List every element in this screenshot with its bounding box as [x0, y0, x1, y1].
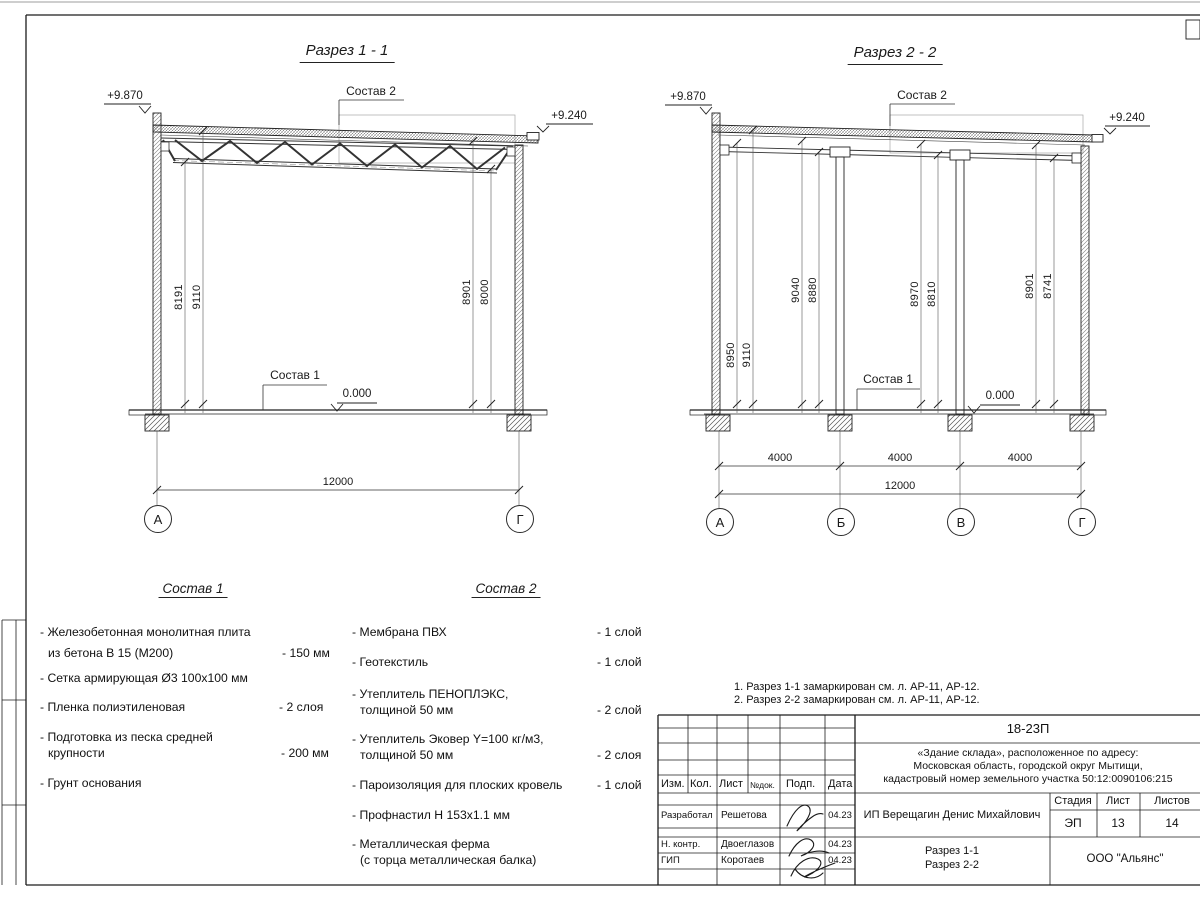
tb-role: Н. контр. [661, 839, 701, 850]
list-item: - Сетка армирующая Ø3 100х100 мм [40, 671, 248, 685]
section-1-1-title: Разрез 1 - 1 [300, 43, 395, 63]
axis-bubble [947, 508, 975, 536]
list-item: - Утеплитель Эковер Y=100 кг/м3, [352, 732, 544, 746]
bay-dim-label: 4000 [1007, 452, 1033, 464]
sostav1-heading: Состав 1 [159, 581, 228, 598]
list-item: - Мембрана ПВХ [352, 625, 447, 639]
axis-letter: А [153, 511, 163, 527]
vdim-label: 8901 [1023, 273, 1036, 299]
axis-bubble [827, 508, 855, 536]
elevation-label: +9.240 [1109, 112, 1145, 124]
tb-sheets-value: 14 [1165, 816, 1179, 830]
list-item: - Пароизоляция для плоских кровель [352, 778, 563, 792]
tb-project-line: Московская область, городской округ Мытищи, [913, 760, 1143, 772]
tb-col-list: Лист [719, 778, 743, 790]
tb-col-podp: Подп. [786, 778, 816, 790]
tb-project-line: кадастровый номер земельного участка 50:12:0090106:215 [883, 773, 1173, 785]
list-item: - Пленка полиэтиленовая [40, 700, 186, 714]
tb-stage-label: Стадия [1054, 795, 1092, 807]
tb-name: Коротаев [721, 855, 765, 866]
tb-stage-value: ЭП [1064, 816, 1082, 830]
axis-bubble [506, 505, 534, 533]
tb-sheet-value: 13 [1111, 816, 1125, 830]
axis-bubble [1068, 508, 1096, 536]
vdim-label: 8000 [478, 279, 491, 305]
tb-date: 04.23 [828, 839, 852, 850]
floor-and-foundation-2 [690, 410, 1106, 431]
tb-organization: ООО "Альянс" [1086, 853, 1164, 865]
wall-left [153, 113, 161, 414]
list-item: - Грунт основания [40, 776, 142, 790]
list-item-value: - 2 слой [597, 703, 642, 717]
sostav1-callout: Состав 1 [270, 368, 320, 382]
list-item: из бетона В 15 (М200) [48, 646, 174, 660]
list-item-value: - 1 слой [597, 778, 642, 792]
roof-slab-2 [712, 125, 1093, 142]
note-line: 1. Разрез 1-1 замаркирован см. л. АР-11, АР-12. [734, 681, 980, 693]
section-2-2-title: Разрез 2 - 2 [848, 45, 943, 65]
vdim-label: 8191 [172, 284, 185, 310]
tb-name: Двоеглазов [721, 839, 775, 850]
wall-right [515, 145, 523, 414]
section-2-2-linework [665, 104, 1150, 508]
vdim-label: 9040 [789, 277, 802, 303]
sostav1-leader-2 [857, 389, 920, 410]
sostav2-heading: Состав 2 [472, 581, 541, 598]
vertical-dim-lines-2 [737, 130, 1054, 413]
bay-dim-label: 4000 [887, 452, 913, 464]
wall-left-2 [712, 113, 720, 414]
roof-end-cap [527, 133, 539, 141]
list-item: крупности [48, 746, 105, 760]
axis-letter: А [715, 514, 725, 530]
zero-level-label: 0.000 [985, 390, 1015, 402]
tb-date: 04.23 [828, 855, 852, 866]
roof-end-cap-2 [1092, 135, 1103, 143]
total-dim-label: 12000 [884, 480, 916, 492]
list-item-value: - 150 мм [282, 646, 330, 660]
tb-client: ИП Верещагин Денис Михайлович [863, 809, 1041, 821]
vdim-label: 8741 [1041, 273, 1054, 299]
list-item-value: - 1 слой [597, 625, 642, 639]
tb-date: 04.23 [828, 810, 852, 821]
elevation-marks-2 [665, 105, 1150, 413]
vdim-label: 8810 [925, 281, 938, 307]
tb-drawing-title: Разрез 1-1 [924, 845, 980, 857]
bay-dim-label: 4000 [767, 452, 793, 464]
bottom-dimension [153, 431, 523, 505]
axis-letter: Г [1078, 514, 1086, 530]
sostav2-callout: Состав 2 [897, 88, 947, 102]
vdim-label: 8970 [908, 281, 921, 307]
vdim-label: 8950 [724, 342, 737, 368]
signature-nkontr [789, 839, 829, 856]
axis-letter: Б [836, 514, 846, 530]
elevation-label: +9.870 [670, 91, 706, 103]
list-item-value: - 1 слой [597, 655, 642, 669]
list-item: - Геотекстиль [352, 655, 429, 669]
tb-drawing-title: Разрез 2-2 [924, 859, 980, 871]
elevation-label: +9.870 [107, 90, 143, 102]
zero-level-label: 0.000 [342, 388, 372, 400]
tb-col-kol: Кол. [690, 778, 712, 790]
list-item: (с торца металлическая балка) [360, 853, 537, 867]
list-item: толщиной 50 мм [360, 748, 454, 762]
bottom-dimensions-2 [715, 431, 1085, 508]
tb-role: Разработал [661, 810, 713, 821]
sostav2-leader [339, 100, 404, 125]
list-item: толщиной 50 мм [360, 703, 454, 717]
list-item-value: - 2 слоя [597, 748, 642, 762]
vdim-label: 9110 [190, 284, 203, 310]
elevation-label: +9.240 [551, 110, 587, 122]
total-dim-label: 12000 [322, 476, 354, 488]
tb-name: Решетова [721, 810, 767, 821]
list-item: - Профнастил Н 153х1.1 мм [352, 808, 510, 822]
axis-letter: В [956, 514, 966, 530]
roof-beams [720, 147, 1081, 161]
list-item-value: - 2 слоя [279, 700, 324, 714]
frame-side-table [2, 620, 26, 885]
sostav1-leader [263, 385, 327, 410]
axis-letter: Г [516, 511, 524, 527]
vdim-label: 8901 [460, 279, 473, 305]
tb-col-izm: Изм. [661, 778, 685, 790]
signature-razrabotal [787, 805, 823, 831]
list-item: - Металлическая ферма [352, 837, 490, 851]
tb-col-data: Дата [828, 778, 853, 790]
tb-project-line: «Здание склада», расположенное по адресу: [917, 747, 1139, 759]
note-line: 2. Разрез 2-2 замаркирован см. л. АР-11, АР-12. [734, 694, 980, 706]
vdim-label: 8880 [806, 277, 819, 303]
sostav2-callout: Состав 2 [346, 84, 396, 98]
list-item: - Железобетонная монолитная плита [40, 625, 251, 639]
tb-role: ГИП [661, 855, 680, 866]
list-item: - Подготовка из песка средней [40, 730, 213, 744]
axis-bubble [144, 505, 172, 533]
tb-sheet-label: Лист [1106, 795, 1130, 807]
list-item-value: - 200 мм [281, 746, 329, 760]
dim-ticks-2 [733, 126, 1058, 408]
tb-col-ndoc: №док. [750, 780, 775, 790]
floor-and-foundation [129, 410, 547, 431]
tb-sheets-label: Листов [1154, 795, 1190, 807]
vdim-label: 9110 [740, 342, 753, 368]
tb-doc-number: 18-23П [1006, 721, 1050, 736]
wall-right-2 [1081, 146, 1089, 414]
list-item: - Утеплитель ПЕНОПЛЭКС, [352, 687, 509, 701]
vertical-dim-lines [185, 131, 491, 413]
roof-truss [161, 138, 515, 173]
axis-bubble [706, 508, 734, 536]
sostav1-callout: Состав 1 [863, 372, 913, 386]
